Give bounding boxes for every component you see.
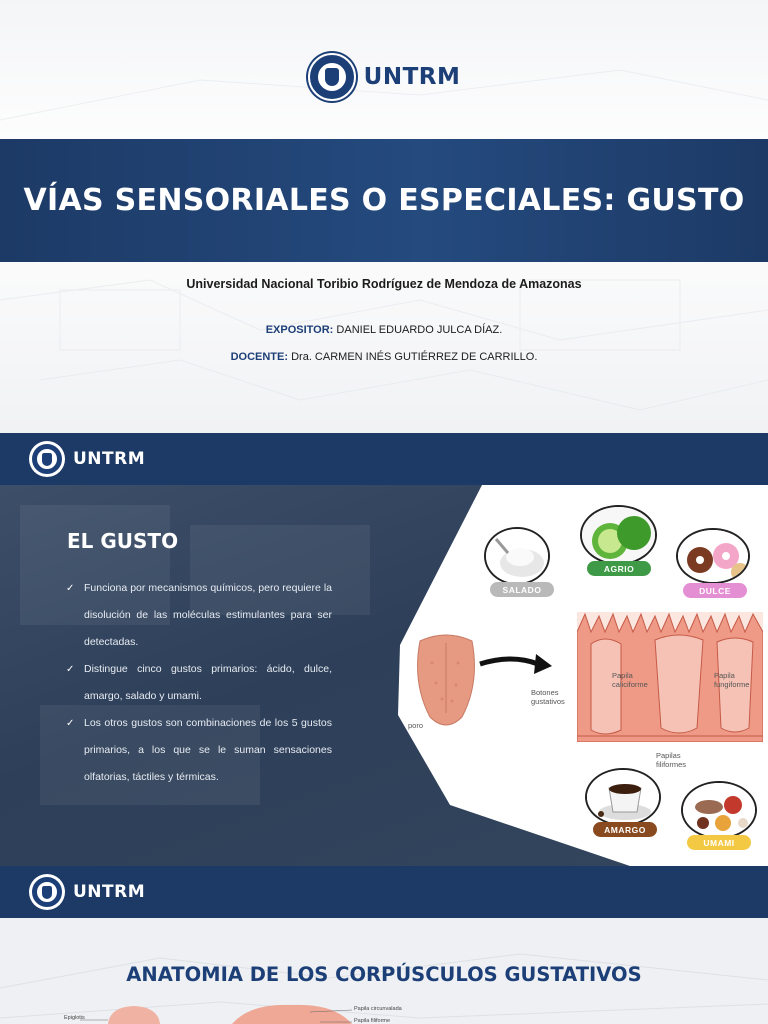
circunvalada-label: Papila circunvalada — [354, 1006, 402, 1012]
coffee-image — [585, 768, 661, 826]
university-seal-icon — [30, 875, 64, 909]
bullet-list — [66, 575, 332, 791]
docente-label: DOCENTE: — [230, 351, 289, 363]
anatomy-slide — [0, 866, 768, 1024]
amargo-label: AMARGO — [593, 822, 657, 837]
dulce-label: DULCE — [683, 583, 747, 598]
brand-name: UNTRM — [363, 64, 461, 90]
tongue-anatomy-illustration — [60, 1003, 400, 1024]
filiformes-caption: Papilas filiformes — [656, 751, 687, 769]
university-name: Universidad Nacional Toribio Rodríguez de Mendoza de Amazonas — [186, 277, 582, 291]
slide-header — [0, 433, 768, 485]
donuts-image — [676, 528, 750, 584]
bullet-item: ✓ Funciona por mecanismos químicos, pero requiere la disolución de las moléculas estimulantes para ser detectadas. — [66, 575, 332, 656]
docente-name: Dra. CARMEN INÉS GUTIÉRREZ DE CARRILLO. — [291, 351, 538, 363]
poro-caption: poro — [408, 721, 424, 730]
university-seal-icon — [30, 442, 64, 476]
salt-image — [484, 527, 550, 585]
umami-food-image — [681, 781, 757, 839]
agrio-label: AGRIO — [587, 561, 651, 576]
brand-name: UNTRM — [73, 882, 146, 902]
el-gusto-slide — [0, 433, 768, 866]
slide-title: ANATOMIA DE LOS CORPÚSCULOS GUSTATIVOS — [126, 963, 642, 986]
bullet-item: ✓ Distingue cinco gustos primarios: ácido, dulce, amargo, salado y umami. — [66, 656, 332, 710]
expositor-line — [0, 324, 768, 336]
arrow-icon — [478, 646, 554, 682]
tongue-icon — [414, 633, 478, 729]
lime-image — [580, 505, 657, 565]
bullet-item: ✓ Los otros gustos son combinaciones de los 5 gustos primarios, a los que se le suman sensaciones olfatorias, táctiles y térmicas. — [66, 710, 332, 791]
umami-label: UMAMI — [687, 835, 751, 850]
expositor-name: DANIEL EDUARDO JULCA DÍAZ. — [336, 324, 503, 336]
fungiforme-caption: Papila fungiforme — [714, 671, 750, 689]
brand-name: UNTRM — [73, 449, 146, 469]
presentation-title: VÍAS SENSORIALES O ESPECIALES: GUSTO — [23, 183, 745, 218]
header-logo — [0, 53, 768, 101]
caliciforme-caption: Papila caliciforme — [612, 671, 648, 689]
slide-header — [0, 866, 768, 918]
university-seal-icon — [308, 53, 356, 101]
expositor-label: EXPOSITOR: — [265, 324, 334, 336]
filiforme-label: Papila filiforme — [354, 1018, 391, 1024]
title-band — [0, 139, 768, 262]
botones-caption: Botones gustativos — [531, 688, 565, 706]
docente-line — [0, 351, 768, 363]
salado-label: SALADO — [490, 582, 554, 597]
title-slide — [0, 0, 768, 433]
section-title: EL GUSTO — [67, 529, 179, 553]
epiglotis-label: Epiglotis — [64, 1015, 85, 1021]
